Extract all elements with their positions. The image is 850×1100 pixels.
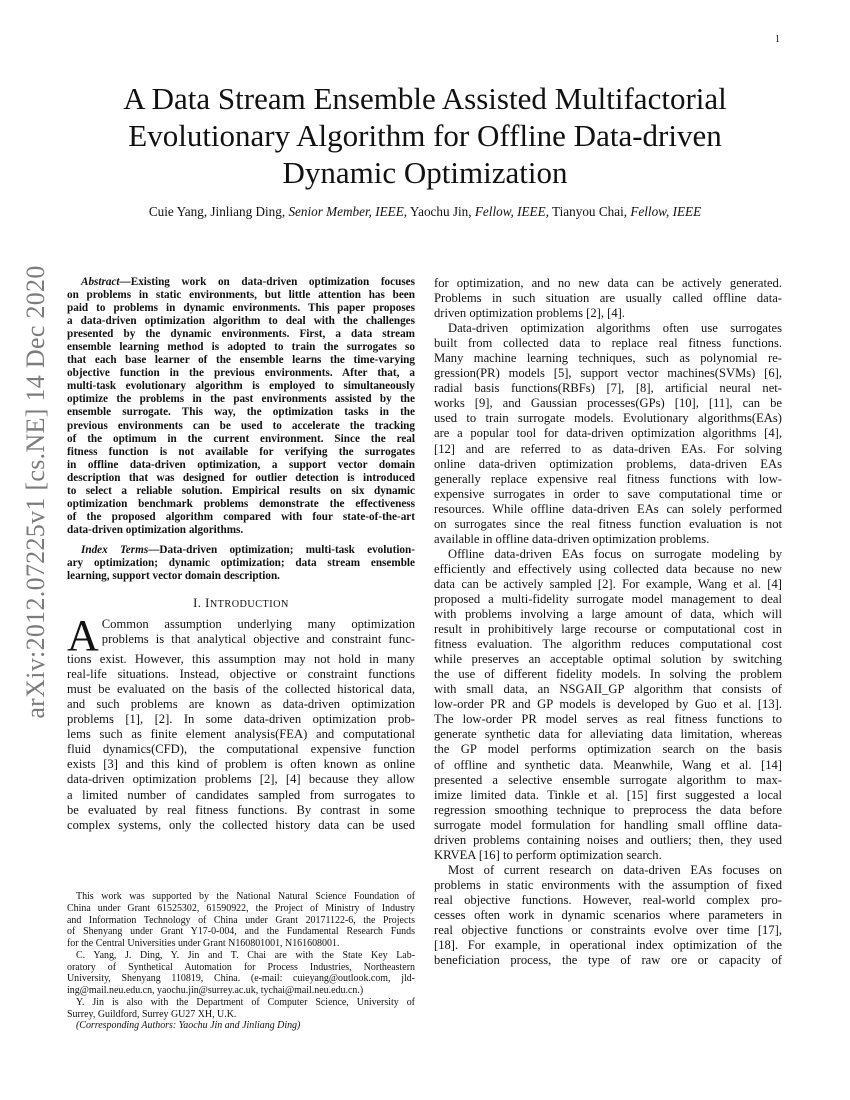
- text-line: with small data, an NSGAII_GP algorithm that consists of: [434, 682, 782, 697]
- text-line: Data-driven optimization algorithms often use surrogates: [448, 321, 782, 336]
- text-line: problems in static environments with the assumption of fixed: [434, 877, 782, 892]
- paragraph: [434, 276, 782, 321]
- abstract-line: optimization benchmark problems demonstrate the effectiveness: [67, 497, 415, 510]
- footnote-line: for the Central Universities under Grant N160801001, N161608001.: [67, 938, 340, 949]
- text-line: real objective functions or constraints evolve over time [17],: [434, 923, 782, 938]
- intro-paragraph: [67, 611, 415, 833]
- abstract-line: on problems in static environments, but little attention has been: [67, 289, 415, 302]
- text-line: real-life situations. Instead, objective or constraint functions: [67, 667, 415, 682]
- drop-cap: A: [67, 611, 99, 661]
- text-line: expensive surrogates in order to save computational time or: [434, 486, 782, 501]
- text-line: Common assumption underlying many optimization: [101, 617, 415, 632]
- page-number: 1: [775, 34, 780, 45]
- abstract-line: multi-task evolutionary algorithm is employed to simultaneously: [67, 380, 415, 393]
- text-line: online data-driven optimization problems, data-driven EAs: [434, 456, 782, 471]
- text-line: beneficiation process, the type of raw ore or capacity of: [434, 953, 782, 968]
- title-line: Dynamic Optimization: [282, 155, 568, 190]
- right-column: [434, 276, 782, 968]
- text-line: surrogate model formulation for handling small offline data-: [434, 817, 782, 832]
- footnote-line: of Shenyang under Grant Y17-0-004, and the Fundamental Research Funds: [67, 926, 415, 938]
- corresponding-authors: (Corresponding Authors: Yaochu Jin and Jinliang Ding): [76, 1020, 301, 1032]
- text-line: on surrogates since the real fitness function evaluation is not: [434, 516, 782, 531]
- footnote-line: China under Grant 61525302, 61590922, the Project of Ministry of Industry: [67, 902, 415, 914]
- text-line: cesses often work in dynamic scenarios where parameters in: [434, 907, 782, 922]
- text-line: a limited number of candidates sampled from surrogates to: [67, 787, 415, 802]
- text-line: complex systems, only the collected history data can be used: [67, 817, 415, 832]
- abstract-line: data-driven optimization algorithms.: [67, 523, 244, 536]
- abstract-line: fitness function is not available for verifying the surrogates: [67, 445, 415, 458]
- text-line: Most of current research on data-driven EAs focuses on: [448, 862, 782, 877]
- text-line: built from collected data to replace real fitness functions.: [434, 336, 782, 351]
- author-role: Fellow, IEEE: [630, 204, 702, 219]
- text-line: imize limited data. Tinkle et al. [15] first suggested a local: [434, 787, 782, 802]
- text-line: Many machine learning techniques, such as polynomial re-: [434, 351, 782, 366]
- text-line: fluid dynamics(CFD), the computational expensive function: [67, 742, 415, 757]
- abstract-line: of the proposed algorithm compared with four state-of-the-art: [67, 510, 415, 523]
- text-line: real objective functions. However, real-world complex pro-: [434, 892, 782, 907]
- text-line: Offline data-driven EAs focus on surrogate modeling by: [448, 546, 782, 561]
- text-line: data-driven optimization problems [2], [4] because they allow: [67, 772, 415, 787]
- abstract-line: Abstract—Existing work on data-driven optimization focuses: [81, 276, 415, 288]
- footnote-line: C. Yang, J. Ding, Y. Jin and T. Chai are with the State Key Lab-: [76, 949, 415, 961]
- text-line: available in offline data-driven optimization problems.: [434, 531, 710, 546]
- text-line: [18]. For example, in operational index optimization of the: [434, 938, 782, 953]
- text-line: efficiently and effectively using collected data because no new: [434, 561, 782, 576]
- text-line: problems is that analytical objective and constraint func-: [101, 632, 415, 647]
- abstract-line: a data-driven optimization algorithm to deal with the challenges: [67, 315, 415, 328]
- text-line: driven problems containing noises and outliers; then, they used: [434, 832, 782, 847]
- index-terms-line: Index Terms—Data-driven optimization; multi-task evolution-: [81, 543, 415, 556]
- abstract-line: of the optimum in the current environment. Since the real: [67, 432, 415, 445]
- section-heading: [67, 595, 415, 611]
- text-line: gression(PR) models [5], support vector machines(SVMs) [6],: [434, 366, 782, 381]
- footnote-line: oratory of Synthetical Automation for Process Industries, Northeastern: [67, 961, 415, 973]
- author-list: [70, 204, 780, 220]
- text-line: fitness evaluation. The algorithm reduces computational cost: [434, 637, 782, 652]
- index-terms: [67, 544, 415, 583]
- footnote-line: ing@mail.neu.edu.cn, yaochu.jin@surrey.ac.uk, tychai@mail.neu.edu.cn.): [67, 985, 364, 996]
- arxiv-id: arXiv:2012.07225v1 [cs.NE] 14 Dec 2020: [21, 265, 50, 719]
- abstract-line: objective function in the previous environments. After that, a: [67, 367, 415, 380]
- text-line: result in prohibitively large recourse or computational cost in: [434, 622, 782, 637]
- text-line: data can be actively sampled [2]. For example, Wang et al. [4]: [434, 576, 782, 591]
- author-names: , Yaochu Jin,: [403, 204, 472, 219]
- abstract-label: Abstract: [81, 276, 120, 288]
- text-line: be evaluated by real fitness functions. By contrast in some: [67, 802, 415, 817]
- text-line: while preserves an acceptable optimal solution by switching: [434, 652, 782, 667]
- text-line: of offline and synthetic data. Meanwhile, Wang et al. [14]: [434, 757, 782, 772]
- footnote-line: and Information Technology of China under Grant 20171122-6, the Projects: [67, 914, 415, 926]
- paper-title: [70, 80, 780, 191]
- footnotes: [67, 891, 415, 1032]
- section-number: I.: [193, 596, 202, 611]
- text-line: generate synthetic data for alleviating data limitation, whereas: [434, 727, 782, 742]
- text-line: driven optimization problems [2], [4].: [434, 306, 625, 321]
- text-line: for optimization, and no new data can be actively generated.: [434, 276, 782, 290]
- arxiv-stamp: [16, 265, 56, 719]
- abstract-line: previous environments can be used to accelerate the tracking: [67, 419, 415, 432]
- text-line: and such problems are known as data-driven optimization: [67, 697, 415, 712]
- text-line: proposed a multi-fidelity surrogate model management to deal: [434, 591, 782, 606]
- abstract-line: that each base learner of the ensemble learns the time-varying: [67, 354, 415, 367]
- abstract-line: description that was designed for outlier detection is introduced: [67, 471, 415, 484]
- text-line: must be evaluated on the basis of the collected historical data,: [67, 682, 415, 697]
- text-line: generally replace expensive real fitness functions with low-: [434, 471, 782, 486]
- text-line: KRVEA [16] to perform optimization search.: [434, 847, 662, 862]
- text-line: exists [3] and this kind of problem is often known as online: [67, 757, 415, 772]
- footnote-line: University, Shenyang 110819, China. (e-mail: cuieyang@outlook.com, jld-: [67, 973, 415, 985]
- text-line: Problems in such situation are usually called offline data-: [434, 291, 782, 306]
- text-line: low-order PR and GP models is developed by Guo et al. [13].: [434, 697, 782, 712]
- abstract-line: ensemble learning method is adopted to train the surrogates so: [67, 341, 415, 354]
- title-line: A Data Stream Ensemble Assisted Multifactorial: [123, 81, 727, 116]
- text-line: the use of different fidelity models. In solving the problem: [434, 667, 782, 682]
- text-line: resources. While offline data-driven EAs can solely performed: [434, 501, 782, 516]
- text-line: problems [1], [2]. In some data-driven optimization prob-: [67, 712, 415, 727]
- footnote-line: Y. Jin is also with the Department of Computer Science, University of: [76, 996, 415, 1008]
- abstract-line: ensemble surrogate. This way, the optimization tasks in the: [67, 406, 415, 419]
- index-terms-line: ary optimization; dynamic optimization; data stream ensemble: [67, 556, 415, 569]
- text-line: [12] and are referred to as data-driven EAs. For solving: [434, 441, 782, 456]
- abstract: [67, 276, 415, 537]
- footnote-line: This work was supported by the National Natural Science Foundation of: [76, 891, 415, 902]
- index-terms-label: Index Terms: [81, 543, 149, 556]
- text-line: used to train surrogate models. Evolutionary algorithms(EAs): [434, 411, 782, 426]
- text-line: works [9], and Gaussian processes(GPs) [10], [11], can be: [434, 396, 782, 411]
- paragraph: [434, 863, 782, 968]
- footnote-line: Surrey, Guildford, Surrey GU27 XH, U.K.: [67, 1008, 237, 1020]
- section-first-letter: I: [205, 596, 210, 611]
- abstract-line: to select a reliable solution. Empirical results on six dynamic: [67, 484, 415, 497]
- text-line: the GP model performs optimization search on the basis: [434, 742, 782, 757]
- author-role: Fellow, IEEE: [474, 204, 546, 219]
- paragraph: [434, 547, 782, 863]
- text-line: regression smoothing technique to preprocess the data before: [434, 802, 782, 817]
- abstract-line: presented by the dynamic environments. First, a data stream: [67, 328, 415, 341]
- text-line: presented a selective ensemble surrogate algorithm to max-: [434, 772, 782, 787]
- section-title-rest: NTRODUCTION: [209, 599, 289, 611]
- author-names: Cuie Yang, Jinliang Ding,: [148, 204, 286, 219]
- text-line: radial basis functions(RBFs) [7], [8], artificial neural net-: [434, 381, 782, 396]
- index-terms-line: learning, support vector domain description.: [67, 570, 280, 583]
- abstract-line: optimize the problems in the past environments assisted by the: [67, 393, 415, 406]
- text-line: are a popular tool for data-driven optimization algorithms [4],: [434, 426, 782, 441]
- left-column: [67, 276, 415, 833]
- author-role: Senior Member, IEEE: [288, 204, 404, 219]
- paragraph: [434, 321, 782, 547]
- text-line: The low-order PR model serves as real fitness functions to: [434, 712, 782, 727]
- text-line: tions exist. However, this assumption may not hold in many: [67, 652, 415, 667]
- text-line: lems such as finite element analysis(FEA) and computational: [67, 727, 415, 742]
- abstract-line: paid to problems in dynamic environments. This paper proposes: [67, 302, 415, 315]
- text-line: with problems involving a large amount of data, which will: [434, 607, 782, 622]
- title-line: Evolutionary Algorithm for Offline Data-driven: [128, 118, 722, 153]
- author-names: , Tianyou Chai,: [545, 204, 628, 219]
- abstract-line: in offline data-driven optimization, a support vector domain: [67, 458, 415, 471]
